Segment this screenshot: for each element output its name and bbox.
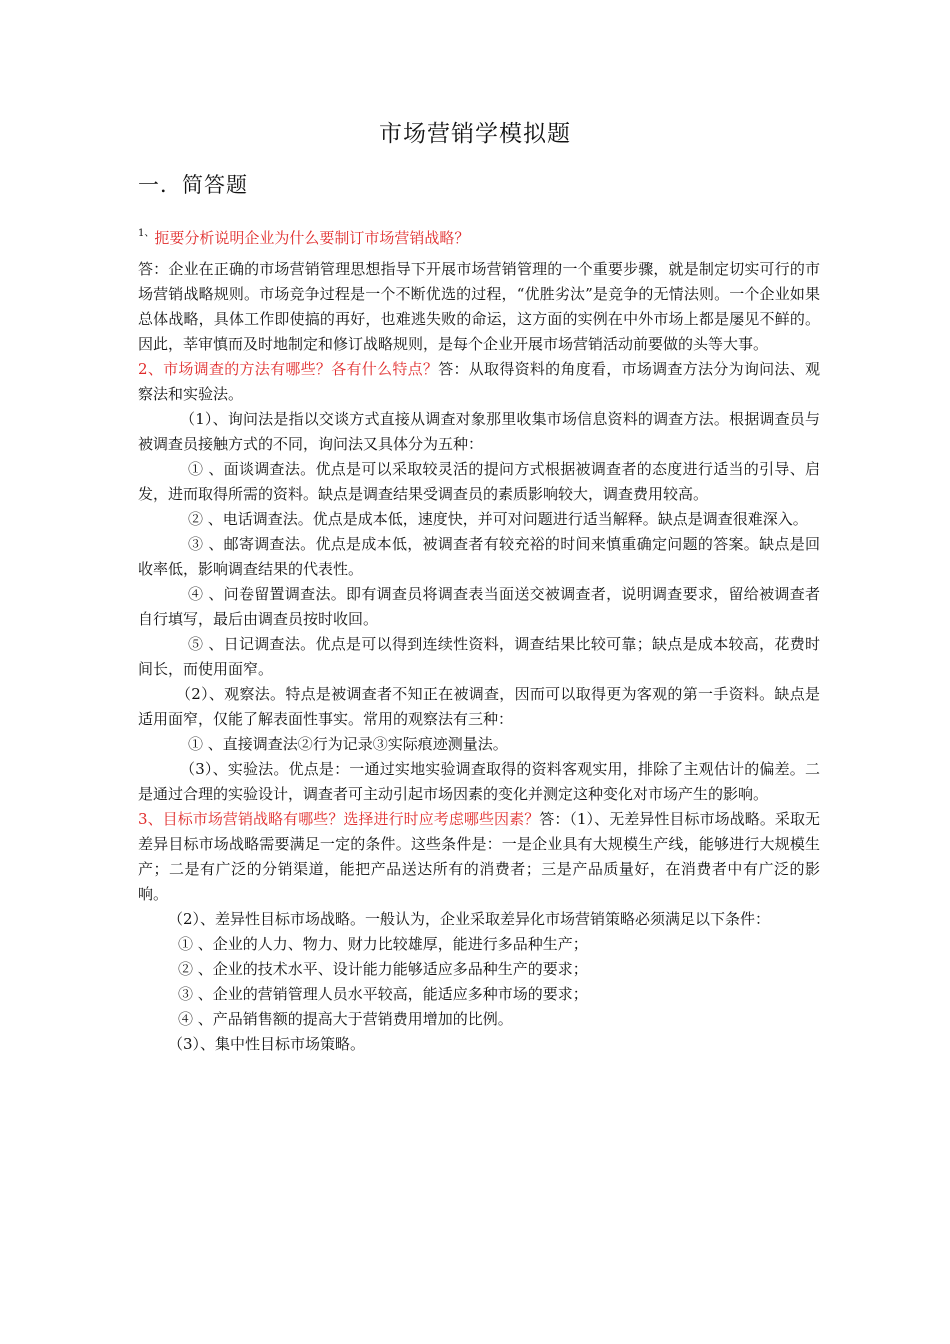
answer-3-concentrated: （3）、集中性目标市场策略。: [168, 1035, 366, 1053]
answer-2-inquiry: （1）、询问法是指以交谈方式直接从调查对象那里收集市场信息资料的调查方法。根据调查员与被调查员接触方式的不同，询问法又具体分为五种：: [138, 410, 820, 453]
question-3-paragraph: [138, 807, 820, 907]
answer-2-observation: （2）、观察法。特点是被调查者不知正在被调查，因而可以取得更为客观的第一手资料。缺点是适用面窄，仅能了解表面性事实。常用的观察法有三种：: [138, 685, 820, 728]
observation-methods: ① 、直接调查法②行为记录③实际痕迹测量法。: [188, 735, 508, 753]
inquiry-method-4: ④ 、问卷留置调查法。即有调查员将调查表当面送交被调查者，说明调查要求，留给被调查者自行填写，最后由调查员按时收回。: [138, 585, 820, 628]
answer-1: 答：企业在正确的市场营销管理思想指导下开展市场营销管理的一个重要步骤，就是制定切实可行的市场营销战略规则。市场竞争过程是一个不断优选的过程，“优胜劣汰”是竞争的无情法则。一个企业如果总体战略，具体工作即使搞的再好，也难逃失败的命运，这方面的实例在中外市场上都是屡见不鲜的。因此，莘审慎而及时地制定和修订战略规则，是每个企业开展市场营销活动前要做的头等大事。: [138, 260, 820, 353]
inquiry-method-2: ② 、电话调查法。优点是成本低，速度快，并可对问题进行适当解释。缺点是调查很难深入。: [188, 510, 808, 528]
question-3-text: 3、目标市场营销战略有哪些？选择进行时应考虑哪些因素？: [138, 810, 540, 828]
inquiry-method-1: ① 、面谈调查法。优点是可以采取较灵活的提问方式根据被调查者的态度进行适当的引导、启发，进而取得所需的资料。缺点是调查结果受调查员的素质影响较大，调查费用较高。: [138, 460, 820, 503]
section-heading: 一．简答题: [138, 173, 248, 197]
answer-3-differentiated: （2）、差异性目标市场战略。一般认为，企业采取差异化市场营销策略必须满足以下条件：: [168, 910, 771, 928]
answer-3-intro: 答：（1）、无差异性目标市场战略。采取无差异目标市场战略需要满足一定的条件。这些条件是：一是企业具有大规模生产线，能够进行大规模生产；二是有广泛的分销渠道，能把产品送达所有的消费者；三是产品质量好，在消费者中有广泛的影响。: [138, 810, 821, 903]
question-1: [138, 226, 469, 250]
inquiry-method-5: ⑤ 、日记调查法。优点是可以得到连续性资料，调查结果比较可靠；缺点是成本较高，花费时间长，而使用面窄。: [138, 635, 820, 678]
differentiated-condition-3: ③ 、企业的营销管理人员水平较高，能适应多种市场的要求；: [178, 985, 588, 1003]
answer-2-intro: 答：从取得资料的角度看，市场调查方法分为询问法、观察法和实验法。: [138, 360, 820, 403]
document-body: [138, 257, 820, 1057]
differentiated-condition-1: ① 、企业的人力、物力、财力比较雄厚，能进行多品种生产；: [178, 935, 588, 953]
answer-2-experiment: （3）、实验法。优点是：一通过实地实验调查取得的资料客观实用，排除了主观估计的偏差。二是通过合理的实验设计，调查者可主动引起市场因素的变化并测定这种变化对市场产生的影响。: [138, 760, 820, 803]
differentiated-condition-4: ④ 、产品销售额的提高大于营销费用增加的比例。: [178, 1010, 513, 1028]
question-1-text: 扼要分析说明企业为什么要制订市场营销战略？: [154, 229, 470, 247]
question-1-number: 1、: [138, 228, 155, 239]
differentiated-condition-2: ② 、企业的技术水平、设计能力能够适应多品种生产的要求；: [178, 960, 588, 978]
question-2-paragraph: [138, 357, 820, 407]
question-2-text: 2、市场调查的方法有哪些？各有什么特点？: [138, 360, 439, 378]
inquiry-method-3: ③ 、邮寄调查法。优点是成本低，被调查者有较充裕的时间来慎重确定问题的答案。缺点是回收率低，影响调查结果的代表性。: [138, 535, 820, 578]
document-title: 市场营销学模拟题: [379, 121, 571, 147]
